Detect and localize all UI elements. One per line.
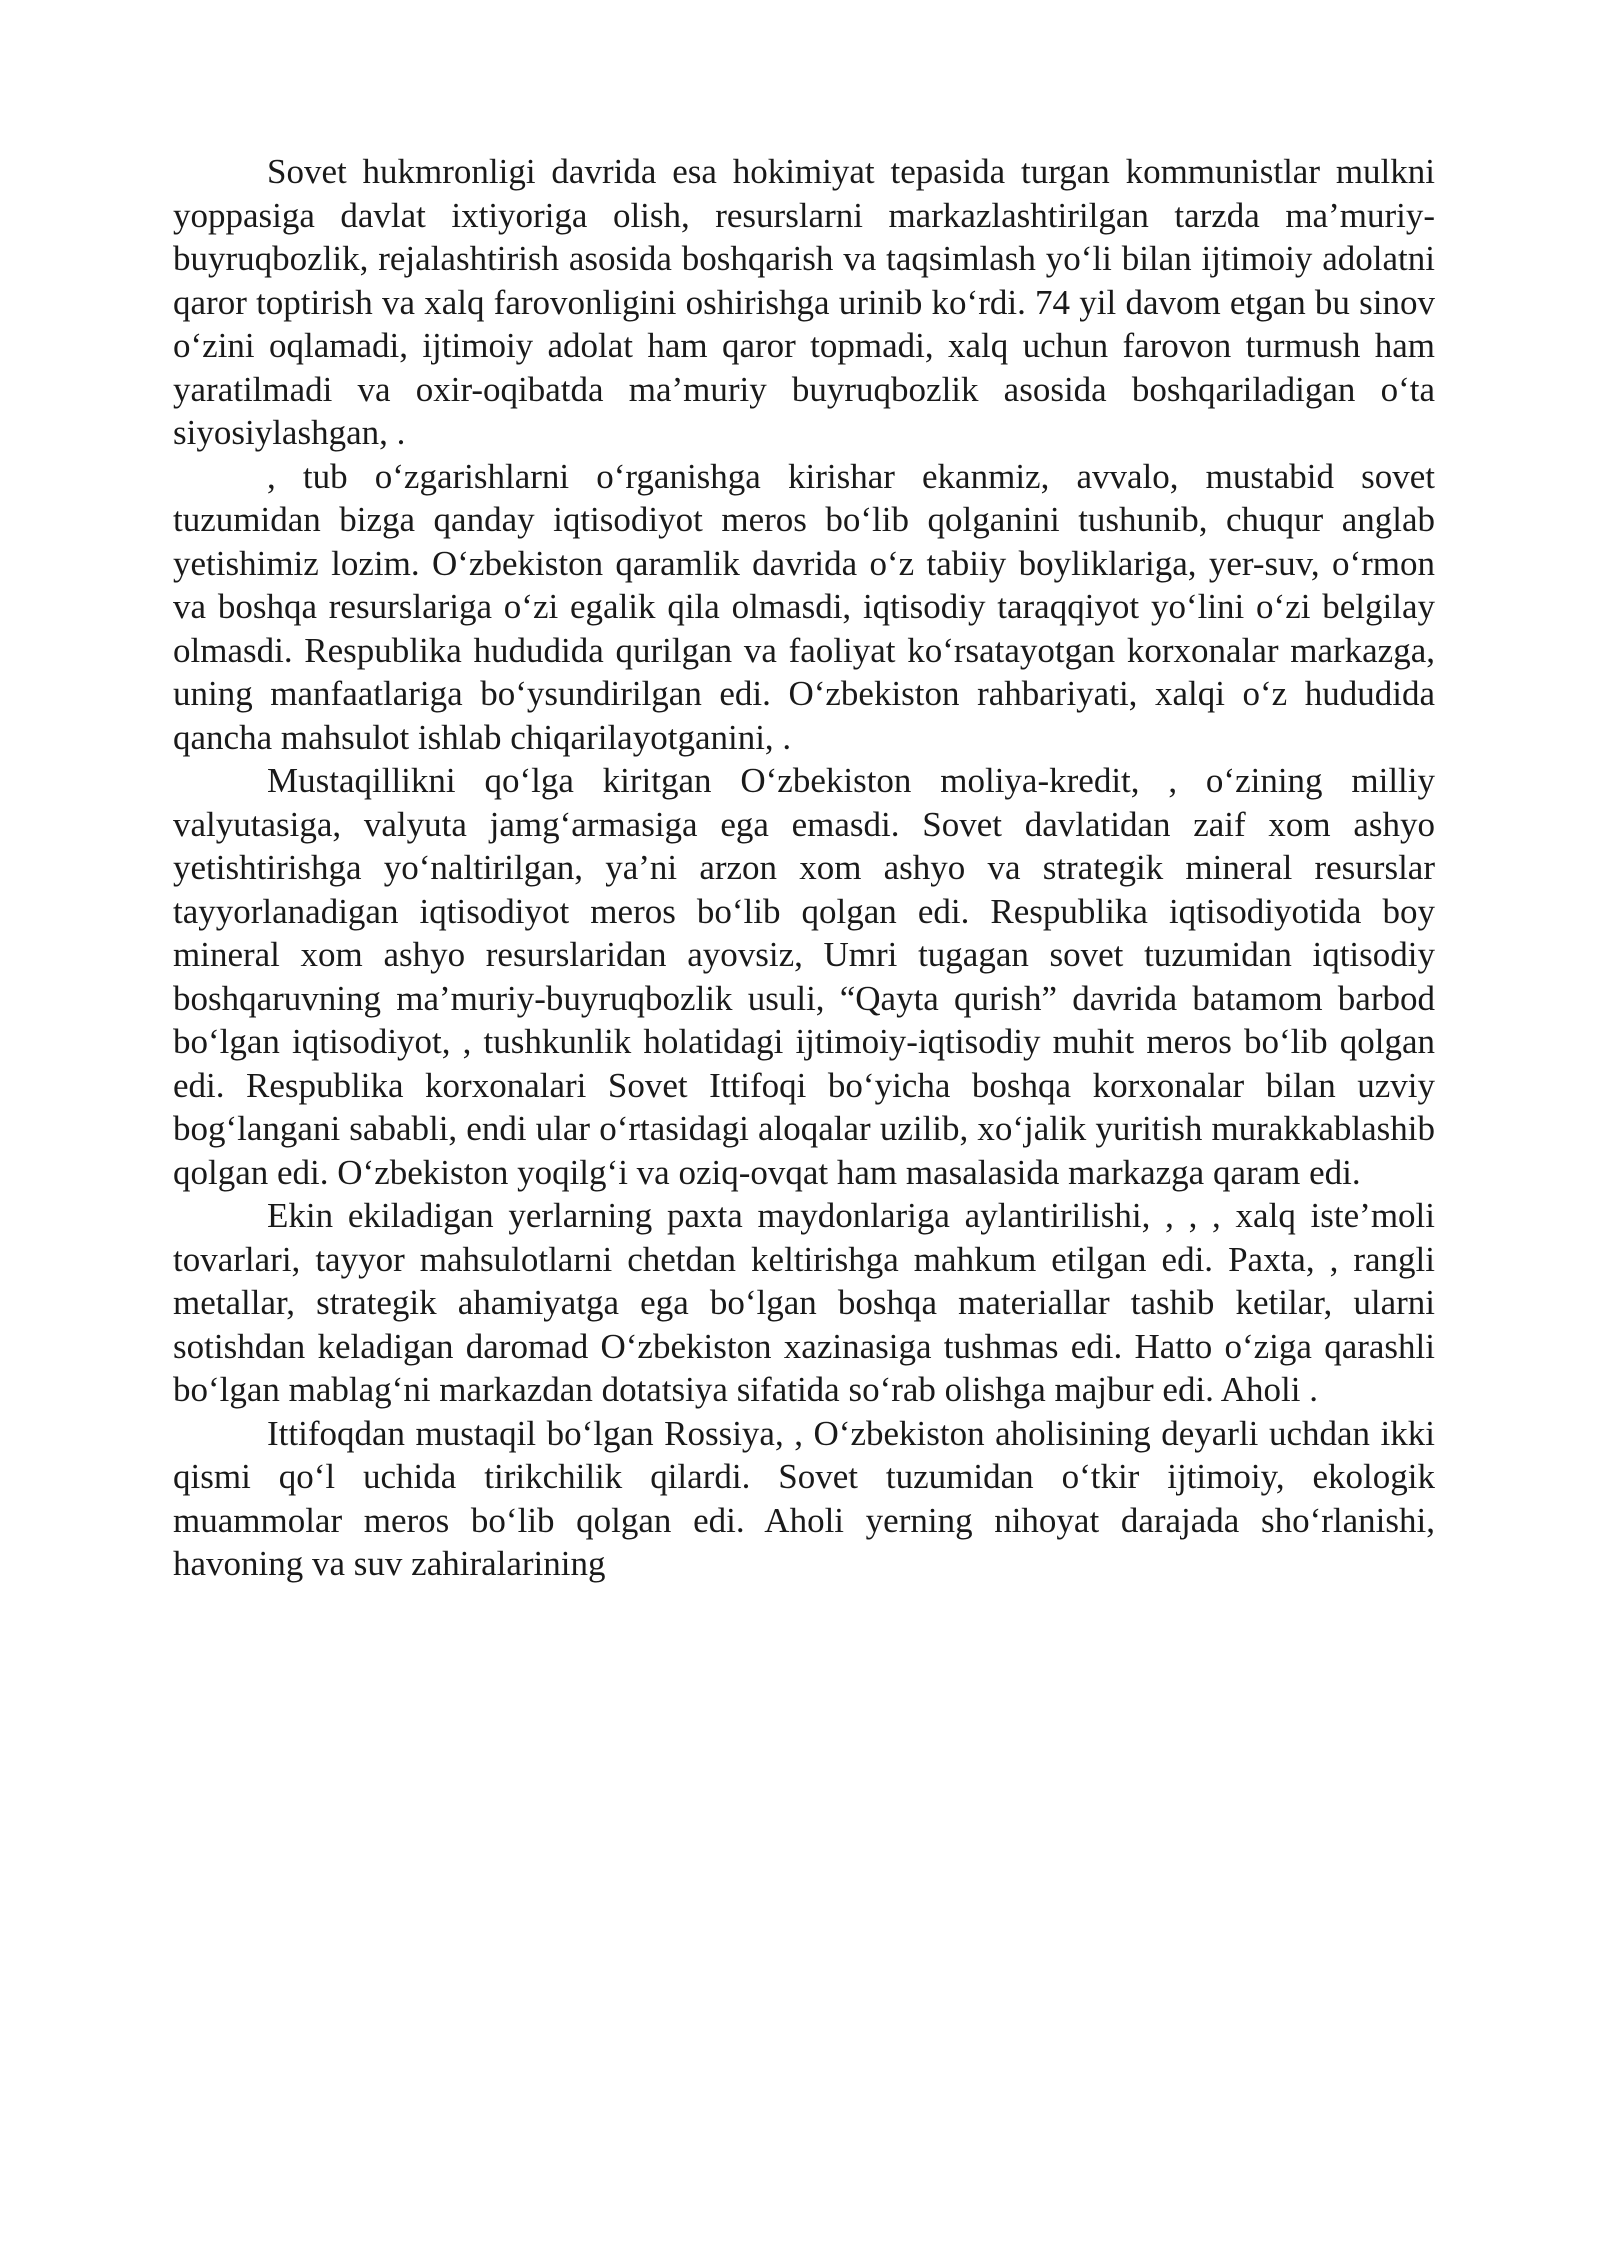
paragraph-2: , tub o‘zgarishlarni o‘rganishga kirishar ekanmiz, avvalo, mustabid sovet tuzumidan bizga qanday iqtisodiyot meros bo‘lib qolganini tushunib, chuqur anglab yetishimiz lozim. O‘zbekiston qaramlik davrida o‘z tabiiy boyliklariga, yer-suv, o‘rmon va boshqa resurslariga o‘zi egalik qila olmasdi, iqtisodiy taraqqiyot yo‘lini o‘zi belgilay olmasdi. Respublika hududida qurilgan va faoliyat ko‘rsatayotgan korxonalar markazga, uning manfaatlariga bo‘ysundirilgan edi. O‘zbekiston rahbariyati, xalqi o‘z hududida qancha mahsulot ishlab chiqarilayotganini, .	[173, 456, 1435, 757]
paragraph-1: Sovet hukmronligi davrida esa hokimiyat tepasida turgan kommunistlar mulkni yoppasiga davlat ixtiyoriga olish, resurslarni markazlashtirilgan tarzda ma’muriy-buyruqbozlik, rejalashtirish asosida boshqarish va taqsimlash yo‘li bilan ijtimoiy adolatni qaror toptirish va xalq farovonligini oshirishga urinib ko‘rdi. 74 yil davom etgan bu sinov o‘zini oqlamadi, ijtimoiy adolat ham qaror topmadi, xalq uchun farovon turmush ham yaratilmadi va oxir-oqibatda ma’muriy buyruqbozlik asosida boshqariladigan o‘ta siyosiylashgan, .	[173, 152, 1435, 452]
document-page	[173, 150, 1435, 1586]
paragraph-5: Ittifoqdan mustaqil bo‘lgan Rossiya, , O‘zbekiston aholisining deyarli uchdan ikki qismi qo‘l uchida tirikchilik qilardi. Sovet tuzumidan o‘tkir ijtimoiy, ekologik muammolar meros bo‘lib qolgan edi. Aholi yerning nihoyat darajada sho‘rlanishi, havoning va suv zahiralarining	[173, 1413, 1435, 1583]
paragraph-4: Ekin ekiladigan yerlarning paxta maydonlariga aylantirilishi, , , , xalq iste’moli tovarlari, tayyor mahsulotlarni chetdan keltirishga mahkum etilgan edi. Paxta, , rangli metallar, strategik ahamiyatga ega bo‘lgan boshqa materiallar tashib ketilar, ularni sotishdan keladigan daromad O‘zbekiston xazinasiga tushmas edi. Hatto o‘ziga qarashli bo‘lgan mablag‘ni markazdan dotatsiya sifatida so‘rab olishga majbur edi. Aholi .	[173, 1196, 1435, 1409]
paragraph-3: Mustaqillikni qo‘lga kiritgan O‘zbekiston moliya-kredit, , o‘zining milliy valyutasiga, valyuta jamg‘armasiga ega emasdi. Sovet davlatidan zaif xom ashyo yetishtirishga yo‘naltirilgan, ya’ni arzon xom ashyo va strategik mineral resurslar tayyorlanadigan iqtisodiyot meros bo‘lib qolgan edi. Respublika iqtisodiyotida boy mineral xom ashyo resurslaridan ayovsiz, Umri tugagan sovet tuzumidan iqtisodiy boshqaruvning ma’muriy-buyruqbozlik usuli, “Qayta qurish” davrida batamom barbod bo‘lgan iqtisodiyot, , tushkunlik holatidagi ijtimoiy-iqtisodiy muhit meros bo‘lib qolgan edi. Respublika korxonalari Sovet Ittifoqi bo‘yicha boshqa korxonalar bilan uzviy bog‘langani sababli, endi ular o‘rtasidagi aloqalar uzilib, xo‘jalik yuritish murakkablashib qolgan edi. O‘zbekiston yoqilg‘i va oziq-ovqat ham masalasida markazga qaram edi.	[173, 761, 1435, 1192]
